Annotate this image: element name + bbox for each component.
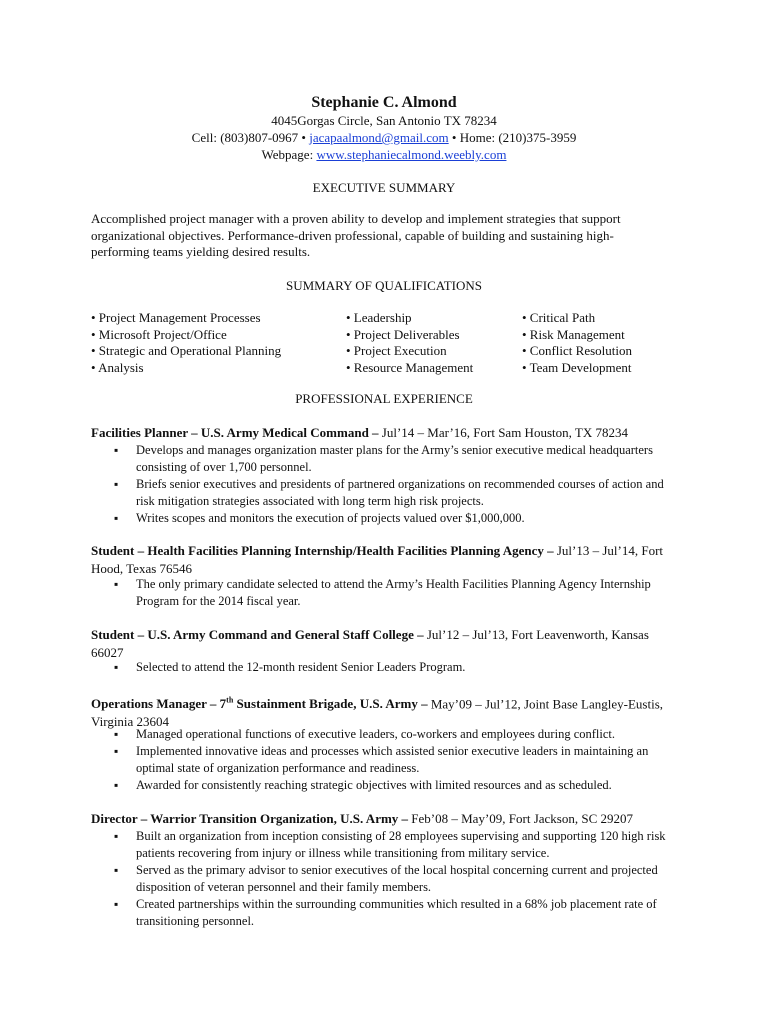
job-3-bullets [91, 659, 681, 676]
job-title-5 [91, 810, 681, 828]
job-title-2 [91, 542, 681, 577]
job-bullet: ▪ Served as the primary advisor to senior executives of the local hospital concerning current and projected disposition of veteran personnel and their family members. [91, 862, 681, 896]
job-title-1 [91, 424, 681, 442]
qualification-item: • Strategic and Operational Planning [91, 343, 282, 359]
job-1-bullets [91, 442, 681, 527]
job-dates-location: May’09 – Jul’12, Joint Base Langley-Eustis, Virginia 23604 [91, 696, 664, 729]
email-link[interactable]: jacapaalmond@gmail.com [309, 130, 449, 145]
qualification-item: • Project Management Processes [91, 310, 261, 325]
job-5-bullets [91, 828, 681, 930]
job-bullet: ▪ Built an organization from inception consisting of 28 employees supervising and supporting 120 high risk patients recovering from injury or illness while transitioning from military service. [91, 828, 681, 862]
job-dates-location: Jul’13 – Jul’14, Fort Hood, Texas 76546 [91, 543, 664, 576]
job-position: Director – Warrior Transition Organization, U.S. Army – [91, 811, 409, 826]
job-bullet: ▪ Managed operational functions of executive leaders, co-workers and employees during conflict. [91, 726, 681, 743]
webpage-link[interactable]: www.stephaniecalmond.weebly.com [316, 147, 507, 162]
webpage-line [0, 147, 768, 163]
job-bullet: ▪ Implemented innovative ideas and processes which assisted senior executive leaders in maintaining an optimal state of organization performance and readiness. [91, 743, 681, 777]
job-position: Student – Health Facilities Planning Internship/Health Facilities Planning Agency – [91, 543, 554, 558]
qualification-item: • Microsoft Project/Office [91, 326, 227, 342]
job-dates-location: Feb’08 – May’09, Fort Jackson, SC 29207 [408, 811, 634, 826]
qualification-item: • Conflict Resolution [522, 343, 632, 359]
job-dates-location: Jul’14 – Mar’16, Fort Sam Houston, TX 78234 [378, 425, 628, 440]
job-4-bullets [91, 726, 681, 794]
address-line: 4045Gorgas Circle, San Antonio TX 78234 [271, 113, 497, 128]
qualification-item: • Leadership [346, 310, 412, 325]
qualification-item: • Risk Management [522, 326, 625, 342]
qualification-item: • Team Development [522, 359, 632, 375]
job-title-4 [91, 692, 681, 730]
job-bullet: ▪ Created partnerships within the surrounding communities which resulted in a 68% job placement rate of transitioning personnel. [91, 896, 681, 930]
executive-summary-text: Accomplished project manager with a proven ability to develop and implement strategies that support organizational objectives. Performance-driven professional, capable of building and sustaining high-performing teams yielding desired results. [91, 211, 621, 259]
job-bullet: ▪ Briefs senior executives and presidents of partnered organizations on recommended courses of action and risk mitigation strategies associated with long term high risk projects. [91, 476, 681, 510]
qualifications-column-2 [346, 310, 473, 376]
qualifications-heading: SUMMARY OF QUALIFICATIONS [286, 278, 482, 293]
webpage-label: Webpage: [261, 147, 317, 162]
qualifications-column-3 [522, 310, 632, 376]
job-bullet: ▪ Writes scopes and monitors the execution of projects valued over $1,000,000. [91, 510, 681, 527]
home-phone: • Home: (210)375-3959 [448, 130, 577, 145]
qualification-item: • Project Deliverables [346, 326, 460, 342]
qualification-item: • Analysis [91, 359, 144, 375]
job-2-bullets [91, 576, 681, 610]
job-bullet: ▪ Awarded for consistently reaching strategic objectives with limited resources and as scheduled. [91, 777, 681, 794]
job-position: Student – U.S. Army Command and General Staff College – [91, 627, 424, 642]
job-position: Facilities Planner – U.S. Army Medical Command – [91, 425, 379, 440]
candidate-name: Stephanie C. Almond [311, 94, 457, 111]
job-bullet: ▪ Develops and manages organization master plans for the Army’s senior executive medical headquarters consisting of over 1,700 personnel. [91, 442, 681, 476]
job-bullet: ▪ Selected to attend the 12-month resident Senior Leaders Program. [91, 659, 681, 676]
executive-summary-heading: EXECUTIVE SUMMARY [312, 180, 456, 195]
qualification-item: • Critical Path [522, 310, 596, 325]
qualification-item: • Resource Management [346, 359, 474, 375]
job-bullet: ▪ The only primary candidate selected to attend the Army’s Health Facilities Planning Agency Internship Program for the 2014 fiscal year. [91, 576, 681, 610]
job-dates-location: Jul’12 – Jul’13, Fort Leavenworth, Kansas 66027 [91, 627, 649, 660]
qualifications-column-1 [91, 310, 281, 376]
qualification-item: • Project Execution [346, 343, 447, 359]
job-position: Operations Manager – 7th Sustainment Brigade, U.S. Army – [91, 696, 428, 712]
contact-line [0, 130, 768, 146]
experience-heading: PROFESSIONAL EXPERIENCE [295, 391, 473, 406]
cell-phone: Cell: (803)807-0967 • [191, 130, 310, 145]
job-title-3 [91, 626, 681, 661]
